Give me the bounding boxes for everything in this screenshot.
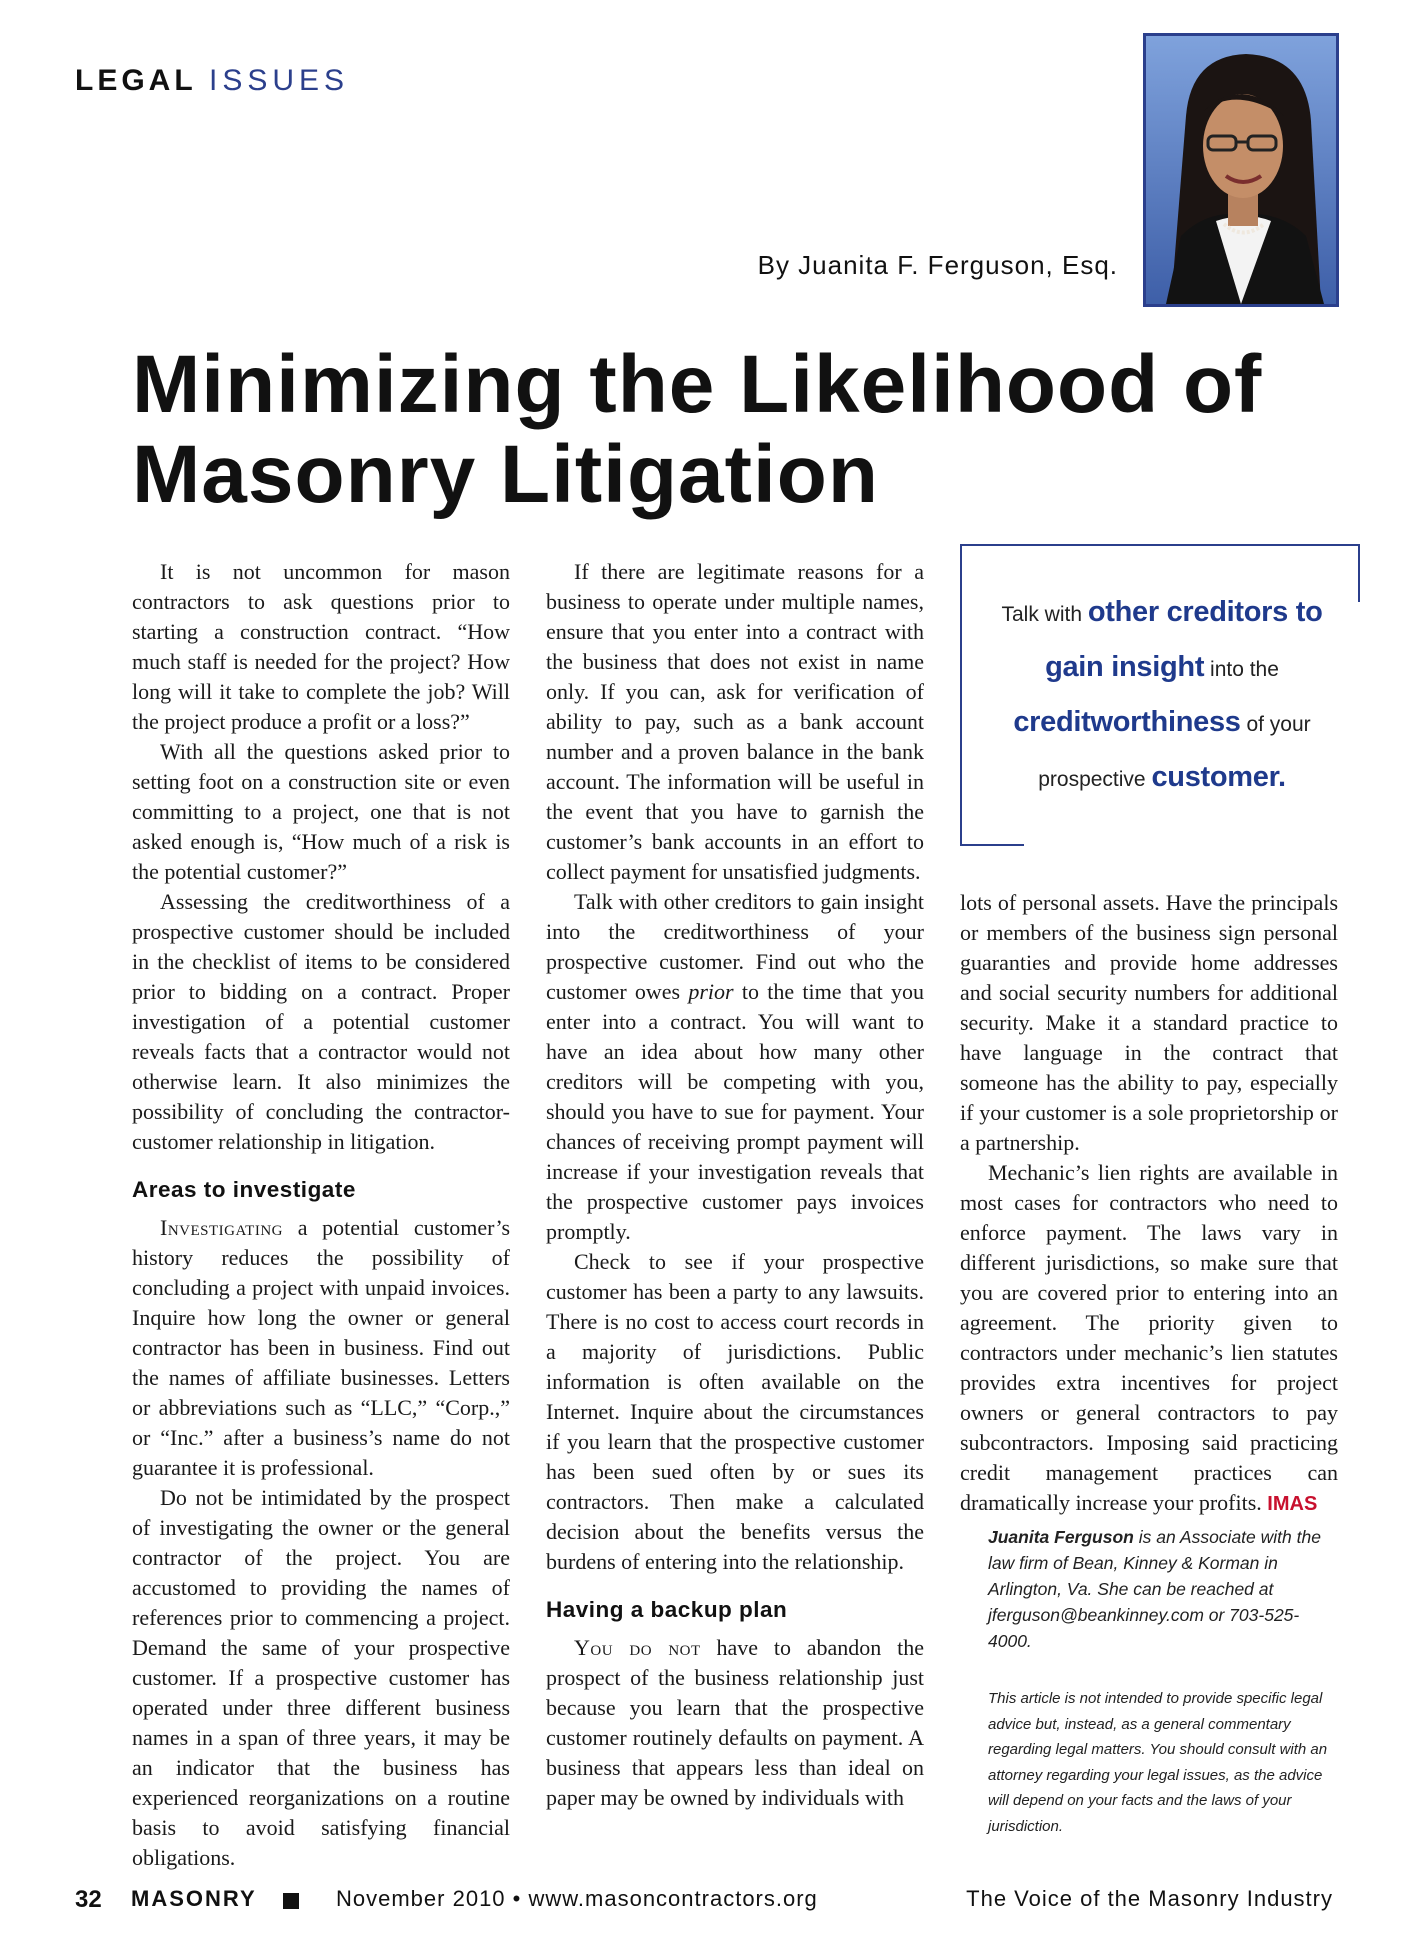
pull-quote-rule-bottom [960,844,1024,846]
section-label [75,64,349,98]
article-column-1 [132,557,510,1873]
magazine-name: MASONRY [131,1886,257,1911]
author-bio [988,1524,1328,1654]
square-bullet-icon [283,1893,299,1909]
emphasis: prior [688,979,734,1004]
subheading-having-a-backup-plan: Having a backup plan [546,1597,788,1622]
pull-quote-text: Talk with other creditors to gain insight into the creditworthiness of your prospective customer. [1001,596,1323,793]
pull-quote-rule-right [1358,544,1360,602]
author-name: Juanita Ferguson [988,1527,1134,1547]
pull-quote [960,544,1360,846]
article-column-2 [546,557,924,1813]
paragraph: lots of personal assets. Have the principals or members of the business sign personal guaranties and provide home addresses and social security numbers for additional security. Make it a standard practice to have language in the contract that someone has the ability to pay, especially if your customer is a sole proprietorship or a partnership. [960,890,1338,1155]
headline-line-2: Masonry Litigation [132,429,879,520]
paragraph-text: to the time that you enter into a contract. You will want to have an idea about how many other creditors will be competing with you, should you have to sue for payment. Your chances of receiving prompt payment will increase if your investigation reveals that the prospective customer pays invoices promptly. [546,979,924,1244]
headline-line-1: Minimizing the Likelihood of [132,339,1263,430]
end-mark: IMAS [1267,1493,1318,1515]
paragraph [960,1158,1338,1519]
paragraph: Check to see if your prospective customer has been a party to any lawsuits. There is no cost to access court records in a majority of jurisdictions. Public information is often available on the Internet. Inquire about the circumstances if you learn that the prospective customer has been sued often by or sues its contractors. Then make a calculated decision about the benefits versus the burdens of entering into the relationship. [546,1249,924,1574]
lead-in: Investigating [160,1215,283,1240]
paragraph: If there are legitimate reasons for a business to operate under multiple names, ensure that you enter into a contract with the business that does not exist in name only. If you can, ask for verification of ability to pay, such as a bank account number and a proven balance in the bank account. The information will be useful in the event that you have to garnish the customer’s bank accounts in an effort to collect payment for unsatisfied judgments. [546,559,924,884]
author-portrait [1143,33,1339,307]
section-label-bold: LEGAL [75,64,197,97]
paragraph-text: Mechanic’s lien rights are available in most cases for contractors who need to enforce payment. The laws vary in different jurisdictions, so make sure that you are covered prior to entering into an agreement. The priority given to contractors under mechanic’s lien statutes provides extra incentives for project owners or general contractors to pay subcontractors. Imposing said practicing credit management practices can dramatically increase your profits. [960,1160,1338,1515]
author-portrait-illustration [1146,36,1336,304]
footer-tagline: The Voice of the Masonry Industry [966,1886,1333,1911]
paragraph: It is not uncommon for mason contractors to ask questions prior to starting a construction contract. “How much staff is needed for the project? How long will it take to complete the job? Will the project produce a profit or a loss?” [132,559,510,734]
paragraph-text: have to abandon the prospect of the business relationship just because you learn that the prospective customer routinely defaults on payment. A business that appears less than ideal on paper may be owned by individuals with [546,1635,924,1810]
paragraph [546,1633,924,1813]
pull-quote-rule-left [960,544,962,846]
page-number: 32 [75,1886,102,1913]
issue-date-and-url: November 2010 • www.masoncontractors.org [336,1886,818,1911]
paragraph-text: a potential customer’s history reduces the possibility of concluding a project with unpaid invoices. Inquire how long the owner or general contractor has been in business. Find out the names of affiliate businesses. Letters or abbreviations such as “LLC,” “Corp.,” or “Inc.” after a business’s name do not guarantee it is professional. [132,1215,510,1480]
paragraph: Do not be intimidated by the prospect of investigating the owner or the general contractor of the project. You are accustomed to providing the names of references prior to commencing a project. Demand the same of your prospective customer. If a prospective customer has operated under three different business names in a span of three years, it may be an indicator that the business has experienced reorganizations on a routine basis to avoid satisfying financial obligations. [132,1485,510,1870]
byline: By Juanita F. Ferguson, Esq. [757,250,1118,280]
article-column-3 [960,888,1338,1519]
pull-quote-rule-top [960,544,1360,546]
section-label-light: ISSUES [209,64,350,97]
lead-in: You do not [574,1635,701,1660]
paragraph [546,887,924,1247]
author-bio-text: is an Associate with the law firm of Bean, Kinney & Korman in Arlington, Va. She can be reached at jferguson@beankinney.com or 703-525-4000. [988,1527,1321,1651]
paragraph-text: Talk with other creditors to gain insight into the creditworthiness of your prospective customer. Find out who the customer owes [546,889,924,1004]
article-headline [132,340,1332,520]
paragraph: Assessing the creditworthiness of a prospective customer should be included in the checklist of items to be considered prior to bidding on a contract. Proper investigation of a potential customer reveals facts that a contractor would not otherwise learn. It also minimizes the possibility of concluding the contractor-customer relationship in litigation. [132,889,510,1154]
paragraph: With all the questions asked prior to setting foot on a construction site or even committing to a project, one that is not asked enough is, “How much of a risk is the potential customer?” [132,739,510,884]
legal-disclaimer: This article is not intended to provide specific legal advice but, instead, as a general commentary regarding legal matters. You should consult with an attorney regarding your legal issues, as the advice will depend on your facts and the laws of your jurisdiction. [988,1690,1328,1835]
subheading-areas-to-investigate: Areas to investigate [132,1177,356,1202]
paragraph [132,1213,510,1483]
